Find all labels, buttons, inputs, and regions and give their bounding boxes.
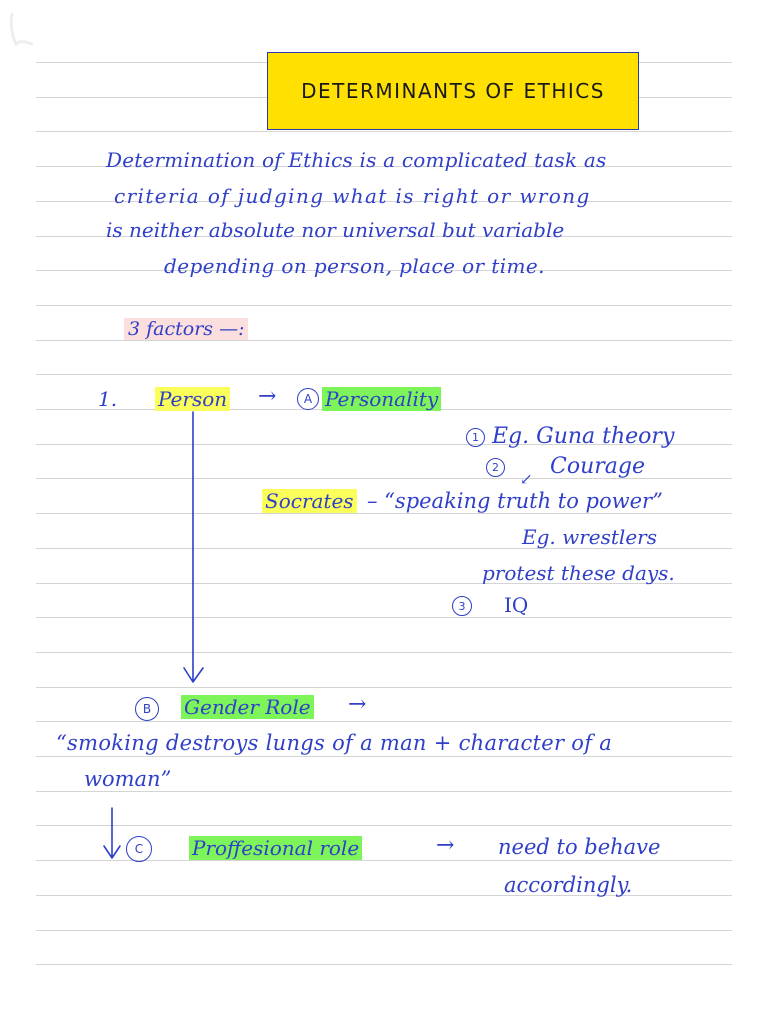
gender-role-label: Gender Role xyxy=(181,694,314,720)
gender-to-professional-arrow xyxy=(104,808,120,858)
example-line-1: Eg. wrestlers xyxy=(522,525,657,549)
professional-desc-line-1: need to behave xyxy=(498,835,661,859)
marker-a: A xyxy=(297,388,319,410)
courage-text: Courage xyxy=(550,454,645,479)
professional-role-label: Proffesional role xyxy=(189,835,362,861)
example-line-2: protest these days. xyxy=(482,561,675,585)
person-to-gender-arrow xyxy=(184,412,203,682)
marker-b: B xyxy=(135,697,159,721)
intro-line-3: is neither absolute nor universal but variable xyxy=(106,218,565,242)
intro-line-4: depending on person, place or time. xyxy=(164,254,545,278)
page-title: DETERMINANTS OF ETHICS xyxy=(301,79,605,103)
guna-theory-text: Eg. Guna theory xyxy=(492,424,675,449)
person-arrow: → xyxy=(258,384,277,409)
marker-c: C xyxy=(126,836,152,862)
quote-line-2: woman” xyxy=(84,767,172,791)
professional-role-arrow: → xyxy=(436,833,455,858)
socrates-quote: – “speaking truth to power” xyxy=(367,489,663,513)
factors-heading: 3 factors —: xyxy=(124,316,248,342)
point-marker-2: 2 xyxy=(486,458,505,477)
gender-role-arrow: → xyxy=(348,692,367,717)
professional-desc-line-2: accordingly. xyxy=(504,873,633,897)
point-marker-3: 3 xyxy=(452,596,472,616)
intro-line-2: criteria of judging what is right or wrong xyxy=(114,184,591,208)
courage-arrow: ↙ xyxy=(520,470,533,488)
person-label: Person xyxy=(155,386,230,412)
socrates-label: Socrates xyxy=(262,488,357,514)
intro-line-1: Determination of Ethics is a complicated task as xyxy=(106,148,607,172)
quote-line-1: “smoking destroys lungs of a man + character of a xyxy=(56,731,613,755)
iq-text: IQ xyxy=(504,593,529,617)
item-number: 1. xyxy=(98,387,118,411)
point-marker-1: 1 xyxy=(466,428,485,447)
personality-label: Personality xyxy=(322,386,441,412)
